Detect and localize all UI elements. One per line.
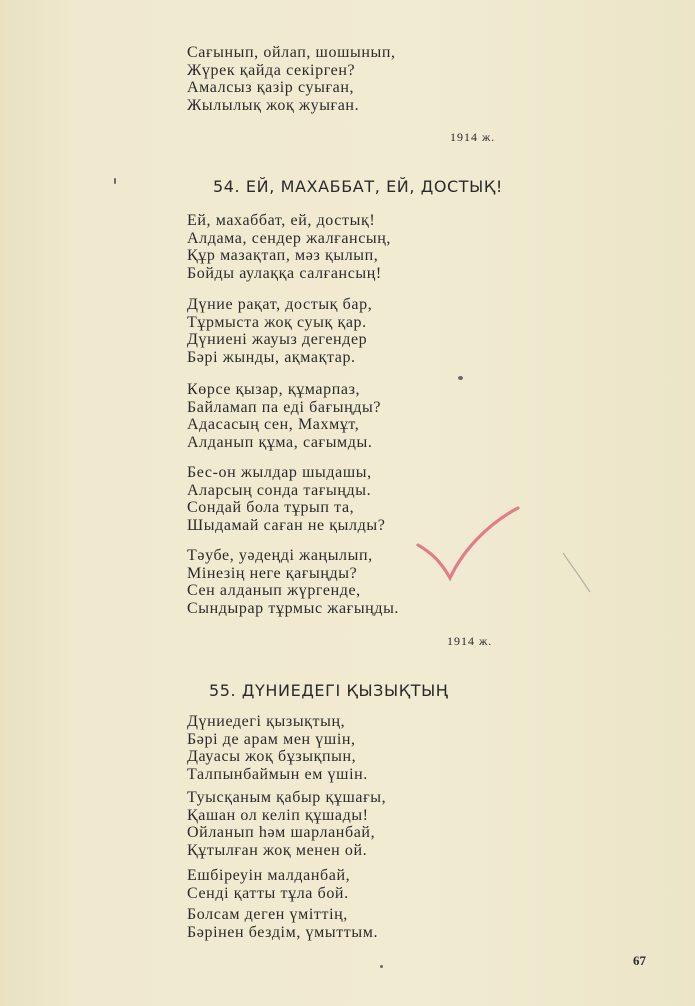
poem-line: Сындырар тұрмыс жағыңды. [187,599,400,617]
poem-line: Аларсың сонда тағыңды. [187,481,372,499]
poem-line: Бес-он жылдар шыдашы, [187,464,372,481]
ink-speck [458,376,463,380]
poem-line: Сондай бола тұрып та, [187,499,355,516]
poem-line: Жылылық жоқ жуыған. [187,96,360,114]
poem-date: 1914 ж. [447,634,493,648]
poem-title: 54. ЕЙ, МАХАББАТ, ЕЙ, ДОСТЫҚ! [213,177,503,196]
ink-speck [380,965,383,968]
poem-line: Құр мазақтап, мәз қылып, [187,247,379,264]
poem-line: Сенді қатты тұла бой. [187,884,349,902]
ink-speck [114,178,116,184]
poem-line: Ешбіреуін малданбай, [187,867,351,884]
poem-date: 1914 ж. [450,130,496,144]
poem-line: Қашан ол келіп құшады! [187,806,369,824]
poem-line: Алдама, сендер жалғансың, [187,229,392,247]
poem-line: Ей, махаббат, ей, достық! [187,212,376,229]
poem-line: Дүние рақат, достық бар, [187,296,373,313]
poem-line: Жүрек қайда секірген? [187,61,356,79]
poem-line: Тәубе, уәдеңді жаңылып, [187,547,373,564]
poem-line: Байламап па еді бағыңды? [187,398,382,416]
poem-line: Сағынып, ойлап, шошынып, [187,44,396,61]
poem-line: Бәрі де арам мен үшін, [187,730,356,748]
poem-line: Сен алданып жүргенде, [187,582,361,599]
poem-line: Бәрінен бездім, үмыттым. [187,923,379,941]
poem-line: Құтылған жоқ менен ой. [187,841,368,859]
poem-line: Дауасы жоқ бұзықпын, [187,748,357,765]
poem-line: Мінезің неге қағыңды? [187,564,358,582]
poem-line: Болсам деген үміттің, [187,906,348,923]
poem-line: Көрсе қызар, құмарпаз, [187,381,361,398]
poem-line: Амалсыз қазір суыған, [187,79,355,96]
poem-line: Талпынбаймын ем үшін. [187,765,368,783]
poem-line: Дүниедегі қызықтың, [187,713,346,730]
poem-line: Адасасың сен, Махмұт, [187,416,360,433]
poem-line: Дүниені жауыз дегендер [187,331,368,348]
page-number: 67 [633,953,646,968]
poem-line: Шыдамай саған не қылды? [187,516,386,534]
poem-line: Бойды аулаққа салғансың! [187,264,382,282]
poem-line: Тұрмыста жоқ суық қар. [187,313,367,331]
poem-line: Туысқаным қабыр құшағы, [187,789,387,806]
poem-title: 55. ДҮНИЕДЕГІ ҚЫЗЫҚТЫҢ [209,681,449,700]
poem-line: Ойланып һәм шарланбай, [187,824,376,841]
poem-line: Алданып құма, сағымды. [187,433,373,451]
poem-line: Бәрі жынды, ақмақтар. [187,348,356,366]
